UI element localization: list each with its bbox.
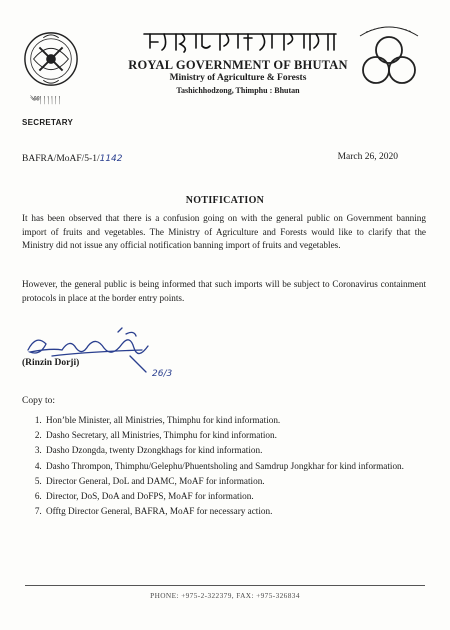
copy-to-list — [30, 414, 444, 520]
reference-handwritten-number: 1142 — [99, 154, 123, 164]
ministry-name: Ministry of Agriculture & Forests — [169, 73, 307, 83]
list-item: 6. Director, DoS, DoA and DoFPS, MoAF for information. — [44, 490, 444, 503]
footer-divider — [25, 585, 425, 586]
list-item: 7. Offtg Director General, BAFRA, MoAF for necessary action. — [44, 505, 444, 518]
secretary-label: SECRETARY — [22, 118, 74, 127]
list-item: 3. Dasho Dzongda, twenty Dzongkhags for kind information. — [44, 444, 444, 457]
reference-number — [22, 154, 123, 164]
copy-to-label: Copy to: — [22, 396, 55, 406]
organization-title: ROYAL GOVERNMENT OF BHUTAN — [128, 58, 348, 72]
footer-contact: PHONE: +975-2-322379, FAX: +975-326834 — [150, 591, 300, 600]
list-item: 1. Hon’ble Minister, all Ministries, Thimphu for kind information. — [44, 414, 444, 427]
letter-date: March 26, 2020 — [337, 152, 398, 162]
handwritten-signature — [22, 326, 192, 386]
list-item: 2. Dasho Secretary, all Ministries, Thimphu for kind information. — [44, 429, 444, 442]
notice-paragraph: It has been observed that there is a confusion going on with the general public on Government banning import of fruits and vegetables. The Ministry of Agriculture and Forests would like to clarify that the Ministry did not issue any official notification banning import of fruits and vegetables. — [22, 213, 426, 250]
list-item: 4. Dasho Thrompon, Thimphu/Gelephu/Phuentsholing and Samdrup Jongkhar for kind information. — [44, 460, 444, 473]
dzongkha-title-script — [140, 28, 340, 54]
reference-prefix: BAFRA/MoAF/5-1/ — [22, 154, 100, 164]
signature-date: 26/3 — [152, 369, 173, 379]
list-item: 5. Director General, DoL and DAMC, MoAF for information. — [44, 475, 444, 488]
bhutan-emblem-icon — [22, 30, 80, 88]
moaf-logo-icon — [352, 20, 426, 94]
notification-title: NOTIFICATION — [185, 195, 265, 206]
signatory-name: (Rinzin Dorji) — [22, 358, 80, 368]
ministry-address: Tashichhodzong, Thimphu : Bhutan — [176, 86, 300, 95]
notice-paragraph: However, the general public is being informed that such imports will be subject to Coronavirus containment protocols in place at the border entry points. — [22, 279, 426, 303]
emblem-caption-script: ༄༅། ། ། ། ། ། — [30, 95, 61, 103]
